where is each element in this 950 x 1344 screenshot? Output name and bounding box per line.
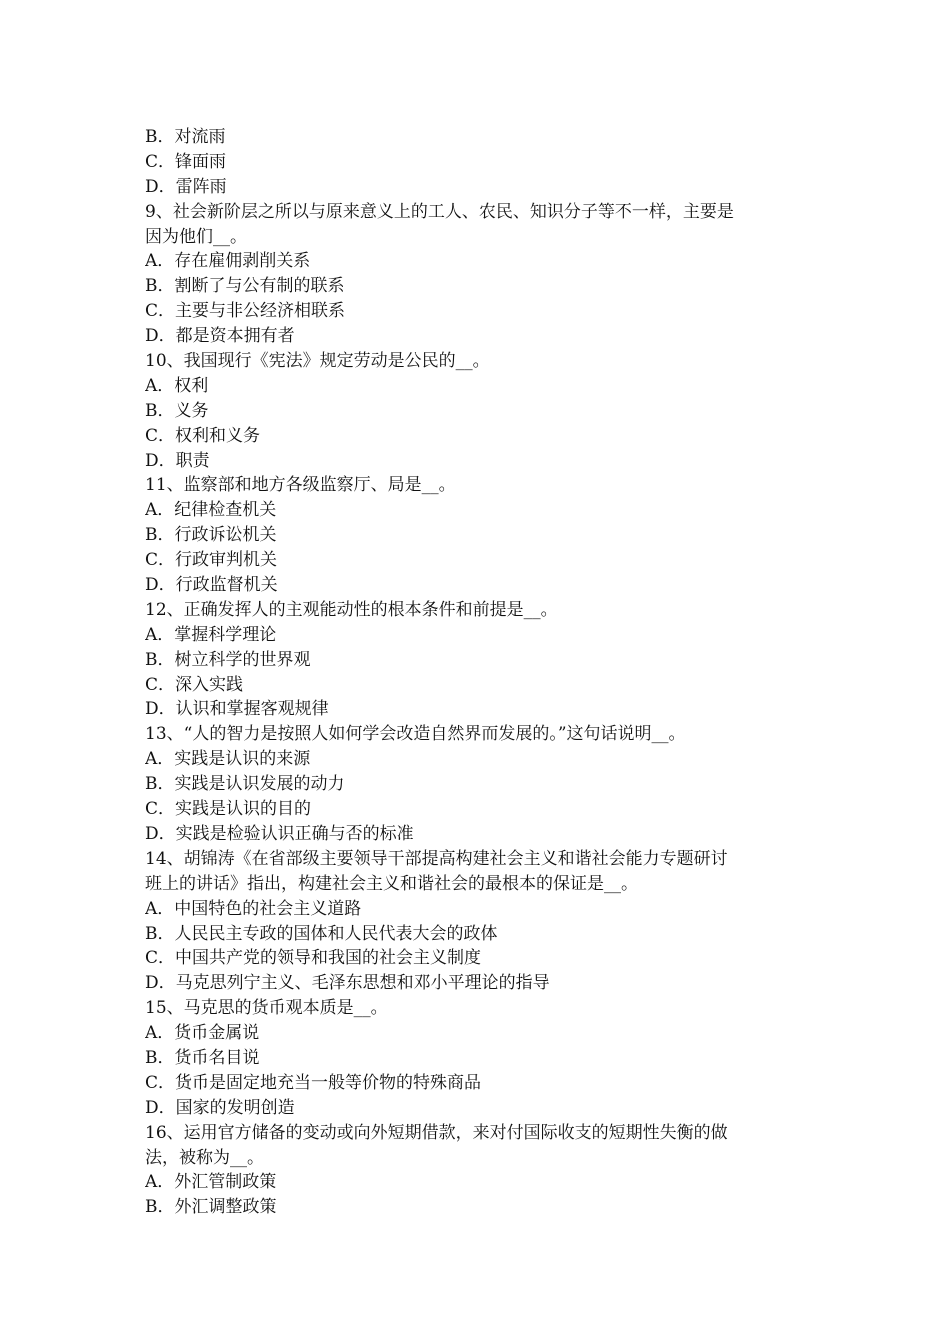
question-9-line-1: 9、社会新阶层之所以与原来意义上的工人、农民、知识分子等不一样，主要是 bbox=[145, 201, 734, 222]
option-a-q15: A．货币金属说 bbox=[145, 1023, 260, 1044]
option-d-q12: D．认识和掌握客观规律 bbox=[145, 699, 329, 720]
option-c-q10: C．权利和义务 bbox=[145, 425, 261, 446]
question-16-line-1: 16、运用官方储备的变动或向外短期借款，来对付国际收支的短期性失衡的做 bbox=[145, 1122, 728, 1143]
option-c-q8: C．锋面雨 bbox=[145, 151, 227, 172]
option-a-q10: A．权利 bbox=[145, 375, 209, 396]
option-c-q11: C．行政审判机关 bbox=[145, 550, 278, 571]
option-b-q10: B．义务 bbox=[145, 400, 209, 421]
option-a-q9: A．存在雇佣剥削关系 bbox=[145, 251, 311, 272]
option-c-q9: C．主要与非公经济相联系 bbox=[145, 301, 346, 322]
question-10: 10、我国现行《宪法》规定劳动是公民的__。 bbox=[145, 351, 490, 372]
question-15: 15、马克思的货币观本质是__。 bbox=[145, 998, 388, 1019]
question-11: 11、监察部和地方各级监察厅、局是__。 bbox=[145, 475, 456, 496]
document-text bbox=[145, 125, 810, 1220]
option-d-q15: D．国家的发明创造 bbox=[145, 1097, 295, 1118]
option-b-q12: B．树立科学的世界观 bbox=[145, 649, 311, 670]
option-a-q16: A．外汇管制政策 bbox=[145, 1172, 277, 1193]
question-9-line-2: 因为他们__。 bbox=[145, 226, 247, 247]
option-a-q11: A．纪律检查机关 bbox=[145, 500, 277, 521]
question-12: 12、正确发挥人的主观能动性的根本条件和前提是__。 bbox=[145, 599, 558, 620]
option-d-q9: D．都是资本拥有者 bbox=[145, 326, 295, 347]
option-a-q12: A．掌握科学理论 bbox=[145, 624, 277, 645]
option-a-q13: A．实践是认识的来源 bbox=[145, 749, 311, 770]
question-16-line-2: 法，被称为__。 bbox=[145, 1147, 264, 1168]
option-b-q8: B．对流雨 bbox=[145, 127, 226, 147]
option-c-q14: C．中国共产党的领导和我国的社会主义制度 bbox=[145, 948, 482, 969]
option-b-q11: B．行政诉讼机关 bbox=[145, 525, 277, 546]
option-c-q12: C．深入实践 bbox=[145, 674, 244, 695]
option-b-q9: B．割断了与公有制的联系 bbox=[145, 276, 345, 297]
option-d-q14: D．马克思列宁主义、毛泽东思想和邓小平理论的指导 bbox=[145, 973, 550, 994]
question-14-line-1: 14、胡锦涛《在省部级主要领导干部提高构建社会主义和谐社会能力专题研讨 bbox=[145, 848, 728, 869]
option-b-q15: B．货币名目说 bbox=[145, 1047, 260, 1068]
option-d-q10: D．职责 bbox=[145, 450, 210, 471]
option-b-q13: B．实践是认识发展的动力 bbox=[145, 774, 345, 795]
option-c-q13: C．实践是认识的目的 bbox=[145, 799, 312, 820]
option-b-q16: B．外汇调整政策 bbox=[145, 1197, 277, 1218]
question-13: 13、“人的智力是按照人如何学会改造自然界而发展的。”这句话说明__。 bbox=[145, 724, 686, 745]
option-d-q8: D．雷阵雨 bbox=[145, 176, 227, 197]
option-d-q13: D．实践是检验认识正确与否的标准 bbox=[145, 823, 414, 844]
option-c-q15: C．货币是固定地充当一般等价物的特殊商品 bbox=[145, 1072, 482, 1093]
option-a-q14: A．中国特色的社会主义道路 bbox=[145, 898, 362, 919]
question-14-line-2: 班上的讲话》指出，构建社会主义和谐社会的最根本的保证是__。 bbox=[145, 873, 638, 894]
option-d-q11: D．行政监督机关 bbox=[145, 575, 278, 596]
option-b-q14: B．人民民主专政的国体和人民代表大会的政体 bbox=[145, 923, 498, 944]
